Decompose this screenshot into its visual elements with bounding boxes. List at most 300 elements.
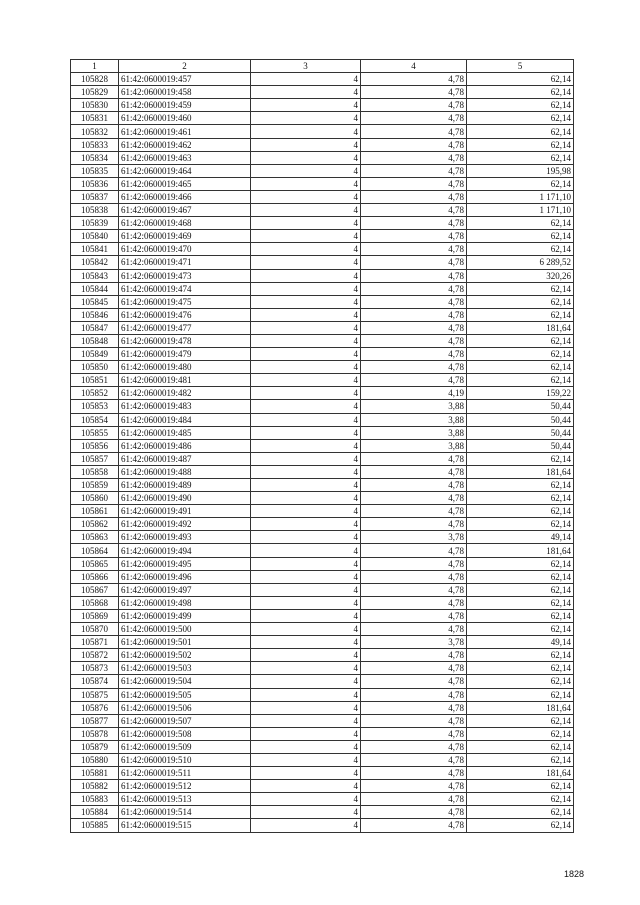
column-3-cell: 4 <box>251 714 361 727</box>
column-5-cell: 62,14 <box>467 230 574 243</box>
row-number-cell: 105833 <box>71 138 119 151</box>
column-3-cell: 4 <box>251 308 361 321</box>
column-5-cell: 62,14 <box>467 452 574 465</box>
row-number-cell: 105880 <box>71 753 119 766</box>
table-row <box>71 740 574 753</box>
column-4-cell: 4,78 <box>361 570 467 583</box>
cadastral-number-cell: 61:42:0600019:511 <box>119 767 251 780</box>
row-number-cell: 105856 <box>71 439 119 452</box>
cadastral-number-cell: 61:42:0600019:506 <box>119 701 251 714</box>
column-3-cell: 4 <box>251 727 361 740</box>
cadastral-number-cell: 61:42:0600019:476 <box>119 308 251 321</box>
column-4-cell: 4,78 <box>361 177 467 190</box>
column-3-cell: 4 <box>251 806 361 819</box>
column-5-cell: 62,14 <box>467 243 574 256</box>
table-row <box>71 217 574 230</box>
cadastral-number-cell: 61:42:0600019:493 <box>119 531 251 544</box>
row-number-cell: 105859 <box>71 479 119 492</box>
table-row <box>71 125 574 138</box>
column-5-cell: 195,98 <box>467 164 574 177</box>
column-3-cell: 4 <box>251 125 361 138</box>
column-3-cell: 4 <box>251 73 361 86</box>
column-3-cell: 4 <box>251 387 361 400</box>
cadastral-number-cell: 61:42:0600019:503 <box>119 662 251 675</box>
column-5-cell: 62,14 <box>467 662 574 675</box>
column-3-cell: 4 <box>251 544 361 557</box>
column-4-cell: 4,78 <box>361 151 467 164</box>
row-number-cell: 105841 <box>71 243 119 256</box>
table-row <box>71 190 574 203</box>
column-3-cell: 4 <box>251 465 361 478</box>
row-number-cell: 105837 <box>71 190 119 203</box>
column-4-cell: 4,78 <box>361 321 467 334</box>
column-5-cell: 62,14 <box>467 112 574 125</box>
cadastral-number-cell: 61:42:0600019:491 <box>119 505 251 518</box>
column-3-cell: 4 <box>251 177 361 190</box>
column-4-cell: 4,78 <box>361 479 467 492</box>
row-number-cell: 105873 <box>71 662 119 675</box>
column-4-cell: 4,78 <box>361 99 467 112</box>
cadastral-number-cell: 61:42:0600019:512 <box>119 780 251 793</box>
column-3-cell: 4 <box>251 374 361 387</box>
cadastral-number-cell: 61:42:0600019:486 <box>119 439 251 452</box>
column-5-cell: 181,64 <box>467 767 574 780</box>
column-5-cell: 49,14 <box>467 636 574 649</box>
column-4-cell: 4,78 <box>361 583 467 596</box>
column-3-cell: 4 <box>251 243 361 256</box>
table-row <box>71 151 574 164</box>
table-row <box>71 583 574 596</box>
column-4-cell: 4,78 <box>361 675 467 688</box>
column-3-cell: 4 <box>251 413 361 426</box>
table-row <box>71 714 574 727</box>
column-3-cell: 4 <box>251 479 361 492</box>
table-row <box>71 531 574 544</box>
table-row <box>71 204 574 217</box>
column-3-cell: 4 <box>251 426 361 439</box>
table-row <box>71 662 574 675</box>
row-number-cell: 105849 <box>71 348 119 361</box>
cadastral-number-cell: 61:42:0600019:488 <box>119 465 251 478</box>
row-number-cell: 105842 <box>71 256 119 269</box>
cadastral-number-cell: 61:42:0600019:461 <box>119 125 251 138</box>
cadastral-number-cell: 61:42:0600019:515 <box>119 819 251 832</box>
column-5-cell: 62,14 <box>467 492 574 505</box>
column-4-cell: 4,78 <box>361 767 467 780</box>
row-number-cell: 105835 <box>71 164 119 177</box>
row-number-cell: 105832 <box>71 125 119 138</box>
cadastral-number-cell: 61:42:0600019:509 <box>119 740 251 753</box>
column-3-cell: 4 <box>251 86 361 99</box>
column-3-cell: 4 <box>251 505 361 518</box>
table-row <box>71 675 574 688</box>
row-number-cell: 105828 <box>71 73 119 86</box>
column-3-cell: 4 <box>251 662 361 675</box>
header-row <box>71 60 574 73</box>
cadastral-number-cell: 61:42:0600019:507 <box>119 714 251 727</box>
cadastral-number-cell: 61:42:0600019:473 <box>119 269 251 282</box>
column-5-cell: 159,22 <box>467 387 574 400</box>
column-5-cell: 62,14 <box>467 348 574 361</box>
table-row <box>71 649 574 662</box>
cadastral-number-cell: 61:42:0600019:490 <box>119 492 251 505</box>
table-row <box>71 819 574 832</box>
column-5-cell: 62,14 <box>467 793 574 806</box>
column-5-cell: 320,26 <box>467 269 574 282</box>
column-4-cell: 4,78 <box>361 727 467 740</box>
column-3-cell: 4 <box>251 164 361 177</box>
column-3-cell: 4 <box>251 767 361 780</box>
table-row <box>71 623 574 636</box>
cadastral-number-cell: 61:42:0600019:484 <box>119 413 251 426</box>
column-4-cell: 4,78 <box>361 596 467 609</box>
table-row <box>71 452 574 465</box>
column-4-cell: 4,19 <box>361 387 467 400</box>
row-number-cell: 105876 <box>71 701 119 714</box>
column-4-cell: 4,78 <box>361 806 467 819</box>
column-3-cell: 4 <box>251 138 361 151</box>
table-row <box>71 282 574 295</box>
data-table <box>70 59 574 833</box>
column-4-cell: 4,78 <box>361 334 467 347</box>
table-row <box>71 230 574 243</box>
column-header-5: 5 <box>467 60 574 73</box>
cadastral-number-cell: 61:42:0600019:513 <box>119 793 251 806</box>
column-5-cell: 50,44 <box>467 400 574 413</box>
column-3-cell: 4 <box>251 400 361 413</box>
column-5-cell: 62,14 <box>467 623 574 636</box>
table-row <box>71 753 574 766</box>
column-4-cell: 3,88 <box>361 413 467 426</box>
row-number-cell: 105834 <box>71 151 119 164</box>
column-5-cell: 62,14 <box>467 806 574 819</box>
column-4-cell: 4,78 <box>361 308 467 321</box>
column-5-cell: 62,14 <box>467 86 574 99</box>
column-5-cell: 62,14 <box>467 688 574 701</box>
cadastral-number-cell: 61:42:0600019:464 <box>119 164 251 177</box>
cadastral-number-cell: 61:42:0600019:463 <box>119 151 251 164</box>
row-number-cell: 105844 <box>71 282 119 295</box>
column-5-cell: 62,14 <box>467 99 574 112</box>
table-row <box>71 609 574 622</box>
page-number: 1828 <box>563 869 584 879</box>
table-row <box>71 295 574 308</box>
column-4-cell: 4,78 <box>361 544 467 557</box>
cadastral-number-cell: 61:42:0600019:460 <box>119 112 251 125</box>
row-number-cell: 105858 <box>71 465 119 478</box>
table-body <box>71 73 574 832</box>
column-5-cell: 62,14 <box>467 308 574 321</box>
column-5-cell: 62,14 <box>467 125 574 138</box>
column-5-cell: 62,14 <box>467 727 574 740</box>
cadastral-number-cell: 61:42:0600019:502 <box>119 649 251 662</box>
column-4-cell: 4,78 <box>361 780 467 793</box>
table-row <box>71 243 574 256</box>
table-row <box>71 544 574 557</box>
cadastral-number-cell: 61:42:0600019:477 <box>119 321 251 334</box>
row-number-cell: 105874 <box>71 675 119 688</box>
column-5-cell: 1 171,10 <box>467 190 574 203</box>
column-5-cell: 62,14 <box>467 73 574 86</box>
row-number-cell: 105843 <box>71 269 119 282</box>
row-number-cell: 105862 <box>71 518 119 531</box>
cadastral-number-cell: 61:42:0600019:465 <box>119 177 251 190</box>
column-3-cell: 4 <box>251 361 361 374</box>
column-4-cell: 3,88 <box>361 400 467 413</box>
row-number-cell: 105831 <box>71 112 119 125</box>
row-number-cell: 105851 <box>71 374 119 387</box>
column-4-cell: 3,88 <box>361 439 467 452</box>
column-3-cell: 4 <box>251 439 361 452</box>
cadastral-number-cell: 61:42:0600019:492 <box>119 518 251 531</box>
column-5-cell: 62,14 <box>467 819 574 832</box>
row-number-cell: 105872 <box>71 649 119 662</box>
cadastral-number-cell: 61:42:0600019:468 <box>119 217 251 230</box>
column-4-cell: 4,78 <box>361 256 467 269</box>
table-row <box>71 387 574 400</box>
column-3-cell: 4 <box>251 675 361 688</box>
row-number-cell: 105838 <box>71 204 119 217</box>
column-header-2: 2 <box>119 60 251 73</box>
column-5-cell: 62,14 <box>467 217 574 230</box>
column-3-cell: 4 <box>251 518 361 531</box>
cadastral-number-cell: 61:42:0600019:514 <box>119 806 251 819</box>
column-3-cell: 4 <box>251 190 361 203</box>
table-row <box>71 99 574 112</box>
table-row <box>71 439 574 452</box>
column-5-cell: 62,14 <box>467 714 574 727</box>
column-5-cell: 181,64 <box>467 465 574 478</box>
cadastral-number-cell: 61:42:0600019:485 <box>119 426 251 439</box>
column-3-cell: 4 <box>251 295 361 308</box>
column-4-cell: 4,78 <box>361 714 467 727</box>
cadastral-number-cell: 61:42:0600019:483 <box>119 400 251 413</box>
row-number-cell: 105875 <box>71 688 119 701</box>
cadastral-number-cell: 61:42:0600019:496 <box>119 570 251 583</box>
table-row <box>71 177 574 190</box>
column-4-cell: 4,78 <box>361 204 467 217</box>
row-number-cell: 105869 <box>71 609 119 622</box>
cadastral-number-cell: 61:42:0600019:457 <box>119 73 251 86</box>
table-row <box>71 256 574 269</box>
row-number-cell: 105867 <box>71 583 119 596</box>
column-4-cell: 4,78 <box>361 793 467 806</box>
table-row <box>71 321 574 334</box>
row-number-cell: 105883 <box>71 793 119 806</box>
cadastral-number-cell: 61:42:0600019:481 <box>119 374 251 387</box>
column-5-cell: 50,44 <box>467 439 574 452</box>
column-header-3: 3 <box>251 60 361 73</box>
column-3-cell: 4 <box>251 793 361 806</box>
column-5-cell: 50,44 <box>467 413 574 426</box>
table-row <box>71 727 574 740</box>
column-5-cell: 50,44 <box>467 426 574 439</box>
column-4-cell: 4,78 <box>361 609 467 622</box>
row-number-cell: 105871 <box>71 636 119 649</box>
column-5-cell: 62,14 <box>467 151 574 164</box>
column-4-cell: 4,78 <box>361 164 467 177</box>
column-4-cell: 4,78 <box>361 649 467 662</box>
row-number-cell: 105877 <box>71 714 119 727</box>
column-3-cell: 4 <box>251 204 361 217</box>
table-row <box>71 400 574 413</box>
column-3-cell: 4 <box>251 623 361 636</box>
column-3-cell: 4 <box>251 151 361 164</box>
cadastral-number-cell: 61:42:0600019:479 <box>119 348 251 361</box>
column-3-cell: 4 <box>251 269 361 282</box>
column-3-cell: 4 <box>251 649 361 662</box>
cadastral-number-cell: 61:42:0600019:470 <box>119 243 251 256</box>
column-4-cell: 4,78 <box>361 819 467 832</box>
column-3-cell: 4 <box>251 819 361 832</box>
table-row <box>71 505 574 518</box>
row-number-cell: 105830 <box>71 99 119 112</box>
column-5-cell: 62,14 <box>467 505 574 518</box>
table-row <box>71 570 574 583</box>
column-4-cell: 4,78 <box>361 282 467 295</box>
row-number-cell: 105885 <box>71 819 119 832</box>
cadastral-number-cell: 61:42:0600019:487 <box>119 452 251 465</box>
column-4-cell: 4,78 <box>361 190 467 203</box>
column-3-cell: 4 <box>251 492 361 505</box>
row-number-cell: 105882 <box>71 780 119 793</box>
column-3-cell: 4 <box>251 282 361 295</box>
table-row <box>71 780 574 793</box>
cadastral-number-cell: 61:42:0600019:459 <box>119 99 251 112</box>
column-5-cell: 62,14 <box>467 138 574 151</box>
table-row <box>71 138 574 151</box>
row-number-cell: 105853 <box>71 400 119 413</box>
column-5-cell: 62,14 <box>467 282 574 295</box>
table-row <box>71 557 574 570</box>
row-number-cell: 105863 <box>71 531 119 544</box>
cadastral-number-cell: 61:42:0600019:505 <box>119 688 251 701</box>
cadastral-number-cell: 61:42:0600019:498 <box>119 596 251 609</box>
column-5-cell: 62,14 <box>467 649 574 662</box>
cadastral-number-cell: 61:42:0600019:462 <box>119 138 251 151</box>
cadastral-number-cell: 61:42:0600019:471 <box>119 256 251 269</box>
column-3-cell: 4 <box>251 570 361 583</box>
row-number-cell: 105884 <box>71 806 119 819</box>
row-number-cell: 105848 <box>71 334 119 347</box>
column-4-cell: 4,78 <box>361 269 467 282</box>
cadastral-number-cell: 61:42:0600019:497 <box>119 583 251 596</box>
column-5-cell: 62,14 <box>467 675 574 688</box>
column-4-cell: 4,78 <box>361 701 467 714</box>
column-4-cell: 4,78 <box>361 230 467 243</box>
table-row <box>71 479 574 492</box>
row-number-cell: 105878 <box>71 727 119 740</box>
column-3-cell: 4 <box>251 217 361 230</box>
cadastral-number-cell: 61:42:0600019:499 <box>119 609 251 622</box>
column-4-cell: 4,78 <box>361 492 467 505</box>
column-5-cell: 62,14 <box>467 177 574 190</box>
row-number-cell: 105847 <box>71 321 119 334</box>
column-4-cell: 4,78 <box>361 452 467 465</box>
table-row <box>71 767 574 780</box>
column-3-cell: 4 <box>251 256 361 269</box>
column-5-cell: 62,14 <box>467 596 574 609</box>
table-row <box>71 596 574 609</box>
column-5-cell: 181,64 <box>467 544 574 557</box>
row-number-cell: 105861 <box>71 505 119 518</box>
column-3-cell: 4 <box>251 99 361 112</box>
table-row <box>71 465 574 478</box>
column-4-cell: 4,78 <box>361 688 467 701</box>
table-row <box>71 806 574 819</box>
row-number-cell: 105857 <box>71 452 119 465</box>
column-3-cell: 4 <box>251 334 361 347</box>
cadastral-number-cell: 61:42:0600019:500 <box>119 623 251 636</box>
column-4-cell: 4,78 <box>361 662 467 675</box>
column-3-cell: 4 <box>251 596 361 609</box>
column-4-cell: 4,78 <box>361 374 467 387</box>
column-5-cell: 62,14 <box>467 780 574 793</box>
column-4-cell: 4,78 <box>361 295 467 308</box>
column-5-cell: 62,14 <box>467 570 574 583</box>
column-4-cell: 4,78 <box>361 753 467 766</box>
table-row <box>71 334 574 347</box>
row-number-cell: 105854 <box>71 413 119 426</box>
column-4-cell: 4,78 <box>361 86 467 99</box>
row-number-cell: 105879 <box>71 740 119 753</box>
table-row <box>71 413 574 426</box>
table-row <box>71 308 574 321</box>
table-row <box>71 518 574 531</box>
column-3-cell: 4 <box>251 701 361 714</box>
table-row <box>71 688 574 701</box>
column-5-cell: 62,14 <box>467 557 574 570</box>
cadastral-number-cell: 61:42:0600019:489 <box>119 479 251 492</box>
column-header-4: 4 <box>361 60 467 73</box>
table-row <box>71 73 574 86</box>
column-4-cell: 4,78 <box>361 138 467 151</box>
table-row <box>71 86 574 99</box>
column-5-cell: 62,14 <box>467 753 574 766</box>
column-3-cell: 4 <box>251 780 361 793</box>
column-3-cell: 4 <box>251 557 361 570</box>
row-number-cell: 105852 <box>71 387 119 400</box>
column-3-cell: 4 <box>251 348 361 361</box>
table-row <box>71 164 574 177</box>
table-row <box>71 636 574 649</box>
column-5-cell: 62,14 <box>467 361 574 374</box>
row-number-cell: 105866 <box>71 570 119 583</box>
cadastral-number-cell: 61:42:0600019:501 <box>119 636 251 649</box>
column-4-cell: 4,78 <box>361 465 467 478</box>
table-row <box>71 112 574 125</box>
column-header-1: 1 <box>71 60 119 73</box>
row-number-cell: 105845 <box>71 295 119 308</box>
column-4-cell: 4,78 <box>361 361 467 374</box>
column-5-cell: 49,14 <box>467 531 574 544</box>
column-5-cell: 62,14 <box>467 374 574 387</box>
column-3-cell: 4 <box>251 740 361 753</box>
column-4-cell: 4,78 <box>361 623 467 636</box>
column-5-cell: 1 171,10 <box>467 204 574 217</box>
row-number-cell: 105829 <box>71 86 119 99</box>
row-number-cell: 105865 <box>71 557 119 570</box>
column-5-cell: 62,14 <box>467 479 574 492</box>
column-4-cell: 3,78 <box>361 636 467 649</box>
table-row <box>71 426 574 439</box>
cadastral-number-cell: 61:42:0600019:474 <box>119 282 251 295</box>
cadastral-number-cell: 61:42:0600019:469 <box>119 230 251 243</box>
column-4-cell: 4,78 <box>361 73 467 86</box>
column-5-cell: 62,14 <box>467 740 574 753</box>
table-row <box>71 492 574 505</box>
row-number-cell: 105870 <box>71 623 119 636</box>
